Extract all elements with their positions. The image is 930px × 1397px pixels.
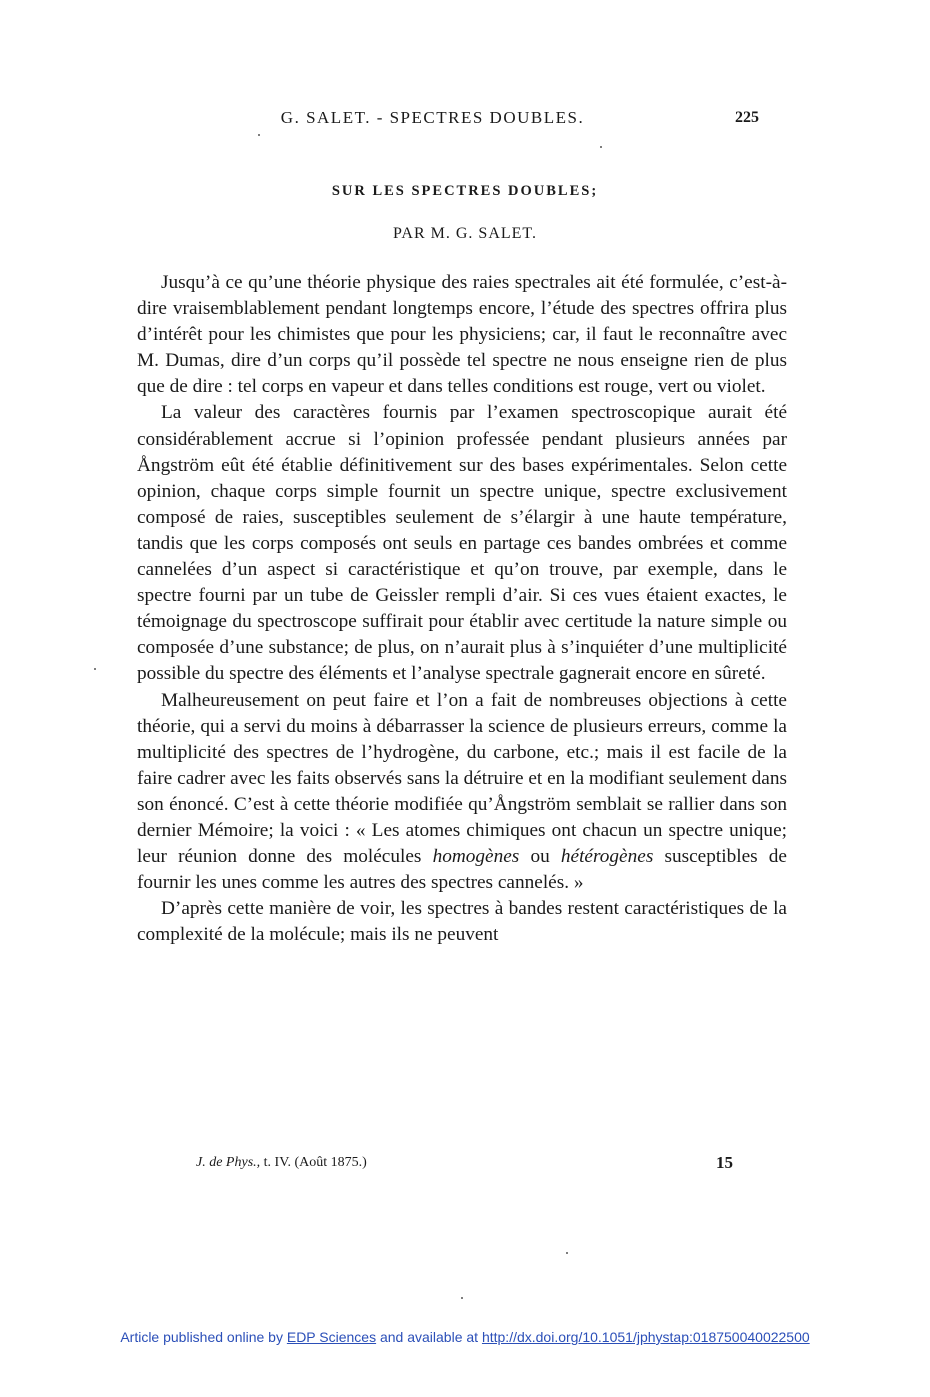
paragraph-4: D’après cette manière de voir, les spectres à bandes restent caractéristiques de la complexité de la molécule; mais ils ne peuvent — [137, 898, 787, 946]
paragraph-3-connector: ou — [519, 846, 561, 868]
scan-speck — [461, 1297, 463, 1299]
paragraph-1: Jusqu’à ce qu’une théorie physique des raies spectrales ait été formulée, c’est-à-dire vraisemblablement pendant longtemps encore, l’étude des spectres offrira plus d’intérêt pour les chimistes que pour les physiciens; car, il faut le reconnaître avec M. Dumas, dire d’un corps qu’il possède tel spectre ne nous enseigne rien de plus que de dire : tel corps en vapeur et dans telles conditions est rouge, vert ou violet. — [137, 272, 787, 398]
scan-speck — [258, 134, 260, 136]
publisher-prefix: Article published online by — [120, 1329, 287, 1345]
scan-speck — [600, 146, 602, 148]
running-title: G. SALET. - SPECTRES DOUBLES. — [280, 108, 585, 127]
italic-term-homogenes: homogènes — [432, 846, 520, 868]
scan-speck — [566, 1252, 568, 1254]
paragraph-3-text: Malheureusement on peut faire et l’on a fait de nombreuses objections à cette théorie, qui a servi du moins à débarrasser la science de plusieurs erreurs, comme la multiplicité des spectres de l’hydrogène, du carbone, etc.; mais il est facile de la faire cadrer avec les faits observés sans la détruire et en la modifiant seulement dans son énoncé. C’est à cette théorie modifiée qu’Ångström semblait se rallier dans son dernier Mémoire; la voici : « Les atomes chimiques ont chacun un spectre unique; leur réunion donne des molécules — [137, 689, 787, 868]
doi-link[interactable]: http://dx.doi.org/10.1051/jphystap:018750040022500 — [481, 1329, 810, 1345]
article-body — [137, 270, 787, 948]
article-title: SUR LES SPECTRES DOUBLES; — [331, 183, 599, 199]
article-byline: PAR M. G. SALET. — [392, 225, 538, 242]
paragraph-3-end: susceptibles de fournir les unes comme les autres des spectres cannelés. » — [137, 846, 787, 894]
journal-reference — [196, 1155, 367, 1171]
paragraph-2: La valeur des caractères fournis par l’examen spectroscopique aurait été considérablement accrue si l’opinion professée pendant plusieurs années par Ångström eût été établie définitivement sur des bases expérimentales. Selon cette opinion, chaque corps simple fournit un spectre unique, spectre exclusivement composé de raies, susceptibles seulement de s’élargir à une haute température, tandis que les corps composés ont seuls en partage ces bandes ombrées et comme cannelées d’un aspect si caractéristique et qu’on trouve, par exemple, dans le spectre fourni par un tube de Geissler rempli d’air. Si ces vues étaient exactes, le témoignage du spectroscope suffirait pour établir avec certitude la nature simple ou composée d’une substance; de plus, on n’aurait plus à s’inquiéter d’une multiplicité possible du spectre des éléments et l’analyse spectrale gagnerait encore en sûreté. — [137, 402, 787, 685]
italic-term-heterogenes: hétérogènes — [560, 846, 654, 868]
publisher-notice — [0, 1329, 930, 1345]
publisher-middle: and available at — [376, 1329, 482, 1345]
page-number: 225 — [735, 109, 759, 126]
publisher-link[interactable]: EDP Sciences — [286, 1329, 377, 1345]
journal-reference-volume: t. IV. (Août 1875.) — [260, 1155, 367, 1170]
paragraph-3 — [137, 688, 787, 897]
journal-reference-title: J. de Phys., — [196, 1155, 261, 1170]
scan-speck — [94, 668, 96, 670]
sheet-signature: 15 — [716, 1153, 733, 1172]
